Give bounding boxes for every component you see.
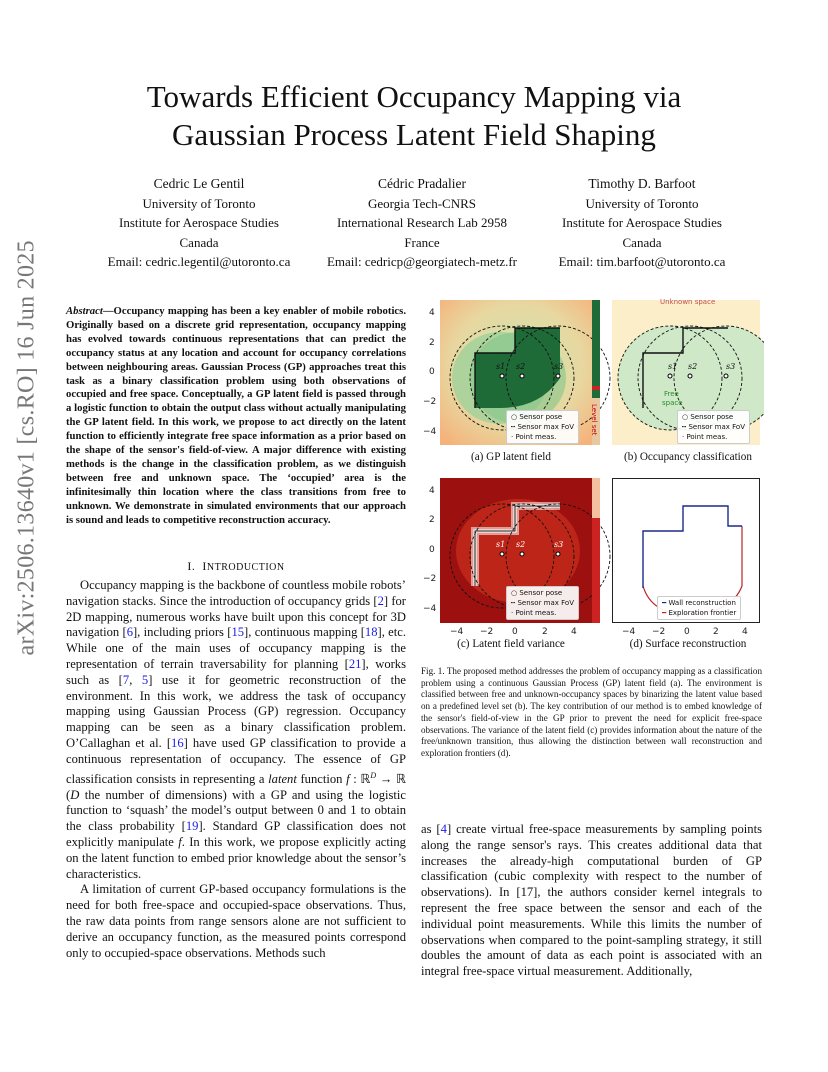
legend-d: ━ Wall reconstruction ━ Exploration frontier — [657, 596, 741, 620]
author-block-1: Cedric Le Gentil University of Toronto Institute for Aerospace Studies Canada Email: cedric.legentil@utoronto.ca — [107, 176, 291, 269]
panel-c-ytick: 4 — [429, 486, 435, 496]
legend-a: ○ Sensor pose ┅ Sensor max FoV · Point meas. — [506, 410, 579, 444]
paper-title: Towards Efficient Occupancy Mapping via Gaussian Process Latent Field Shaping — [146, 79, 682, 152]
sensor-label: s3 — [554, 362, 564, 371]
free-space-label: Free — [664, 390, 679, 398]
sensor-label: s3 — [726, 362, 736, 371]
panel-d-xtick: 4 — [742, 627, 748, 637]
panel-c-xtick: 4 — [571, 627, 577, 637]
panel-c-xtick: −2 — [480, 627, 494, 637]
panel-b-label: (b) Occupancy classification — [624, 451, 752, 463]
panel-c-xtick: 0 — [512, 627, 518, 637]
intro-paragraph-2: A limitation of current GP-based occupancy formulations is the need for both free-space and occupied-space observations. Thus, the raw data points from range sensors alone are not sufficient to derive an occupancy function, as the measured points correspond only to occupied-space observations. Methods such — [66, 882, 406, 960]
abstract-text: —Occupancy mapping has been a key enabler of mobile robotics. Originally based on a discrete grid representation, occupancy mapping has evolved towards continuous representations that can predict the occupancy status at any location and account for occupancy correlations between neighbouring areas. Gaussian Process (GP) approaches treat this task as a binary classification problem using both observations of occupied and free space. Conceptually, a GP latent field is passed through a logistic function to obtain the output class without actually manipulating the GP latent field. In this work, we propose to act directly on the latent function to efficiently integrate free space information as a prior based on the shape of the sensor's field-of-view. A major difference with existing methods is the change in the classification problem, as we distinguish between free and unknown space. The ‘occupied’ area is the infinitesimally thin location where the class transitions from free to unknown. We demonstrate in simulated environments that our approach is sound and leads to competitive reconstruction accuracy. — [66, 305, 406, 526]
intro-body — [66, 578, 406, 961]
sensor-label: s1 — [496, 362, 506, 371]
free-space-label: space — [662, 399, 683, 407]
sensor-label: s1 — [496, 540, 506, 549]
abstract-label: Abstract — [66, 305, 103, 317]
panel-c-ytick: 2 — [429, 515, 435, 525]
panel-a-ytick: 4 — [429, 308, 435, 318]
panel-a-ytick: 0 — [429, 367, 435, 377]
section-heading: I. INTRODUCTION — [187, 559, 285, 573]
abstract — [66, 305, 406, 528]
author-block-3: Timothy D. Barfoot University of Toronto Institute for Aerospace Studies Canada Email: tim.barfoot@utoronto.ca — [558, 176, 726, 269]
panel-a-ytick: −4 — [423, 427, 437, 437]
sensor-label: s2 — [516, 362, 526, 371]
legend-b: ○ Sensor pose ┅ Sensor max FoV · Point meas. — [677, 410, 750, 444]
level-set-label: Level set — [590, 404, 598, 436]
panel-d-xtick: −4 — [622, 627, 636, 637]
sensor-label: s3 — [554, 540, 564, 549]
sensor-label: s2 — [516, 540, 526, 549]
panel-c-xtick: 2 — [542, 627, 548, 637]
sensor-label: s1 — [668, 362, 678, 371]
author-block-2: Cédric Pradalier Georgia Tech-CNRS International Research Lab 2958 France Email: cedricp@georgiatech-metz.fr — [326, 176, 518, 269]
panel-d-xtick: 2 — [713, 627, 719, 637]
figure-caption: Fig. 1. The proposed method addresses the problem of occupancy mapping as a classification problem using a continuous Gaussian Process (GP) latent field (a). The environment is classified between free and unknown-occupancy spaces by binarizing the latent value based on a predefined level set (b). The key contribution of our method is to embed knowledge of the sensor's field-of-view in the GP prior to prevent the need for explicit free-space observations. The variance of the latent field (c) provides information about the nature of the free/unknown transition, thus allowing the distinction between wall reconstruction and exploration frontiers (d). — [421, 666, 762, 758]
panel-a-ytick: −2 — [423, 397, 437, 407]
right-column-body: as [4] create virtual free-space measurements by sampling points along the range sensor's rays. This creates additional data that increases the already-high computational burden of GP classification (cubic complexity with respect to the number of observations). In [17], the authors consider kernel integrals to represent the free space between the sensor and each of the individual point measurements. While this limits the number of observations when compared to the point-sampling strategy, it still doubles the amount of data as each point is associated with an integral free-space virtual measurement. Additionally, — [421, 822, 762, 979]
panel-d-label: (d) Surface reconstruction — [629, 638, 747, 650]
legend-c: ○ Sensor pose ┅ Sensor max FoV · Point meas. — [506, 586, 579, 620]
panel-a-label: (a) GP latent field — [470, 451, 552, 463]
panel-a-ytick: 2 — [429, 338, 435, 348]
panel-c-label: (c) Latent field variance — [457, 638, 565, 650]
intro-paragraph-1: Occupancy mapping is the backbone of countless mobile robots’ navigation stacks. Since the introduction of occupancy grids [2] for 2D mapping, numerous works have built upon this concept for 3D navigation [6], including priors [15], continuous mapping [18], etc. While one of the main uses of occupancy mapping is the representation of terrain traversability for planning [21], works such as [7, 5] use it for geometric reconstruction of the environment. In this work, we address the task of occupancy mapping using Gaussian Process (GP) regression. Occupancy mapping can be seen as a binary classification problem. O’Callaghan et al. [16] have used GP classification to provide a continuous representation of occupancy. The essence of GP classification consists in representing a latent function f : ℝ$^D$ → ℝ (D the number of dimensions) with a GP and using the logistic function to ‘squash’ the model’s output between 0 and 1 to obtain the class probability [19]. Standard GP classification does not explicitly manipulate f. In this work, we propose explicitly acting on the latent function to embed prior knowledge about the sensor’s characteristics. — [66, 578, 407, 881]
panel-c-ytick: −4 — [423, 604, 437, 614]
panel-d-xtick: 0 — [684, 627, 690, 637]
panel-c-ytick: −2 — [423, 574, 437, 584]
arxiv-stamp: arXiv:2506.13640v1 [cs.RO] 16 Jun 2025 — [13, 240, 40, 656]
unknown-space-label: Unknown space — [660, 298, 716, 306]
panel-c-xtick: −4 — [450, 627, 464, 637]
sensor-label: s2 — [688, 362, 698, 371]
panel-d-xtick: −2 — [652, 627, 666, 637]
panel-c-ytick: 0 — [429, 545, 435, 555]
